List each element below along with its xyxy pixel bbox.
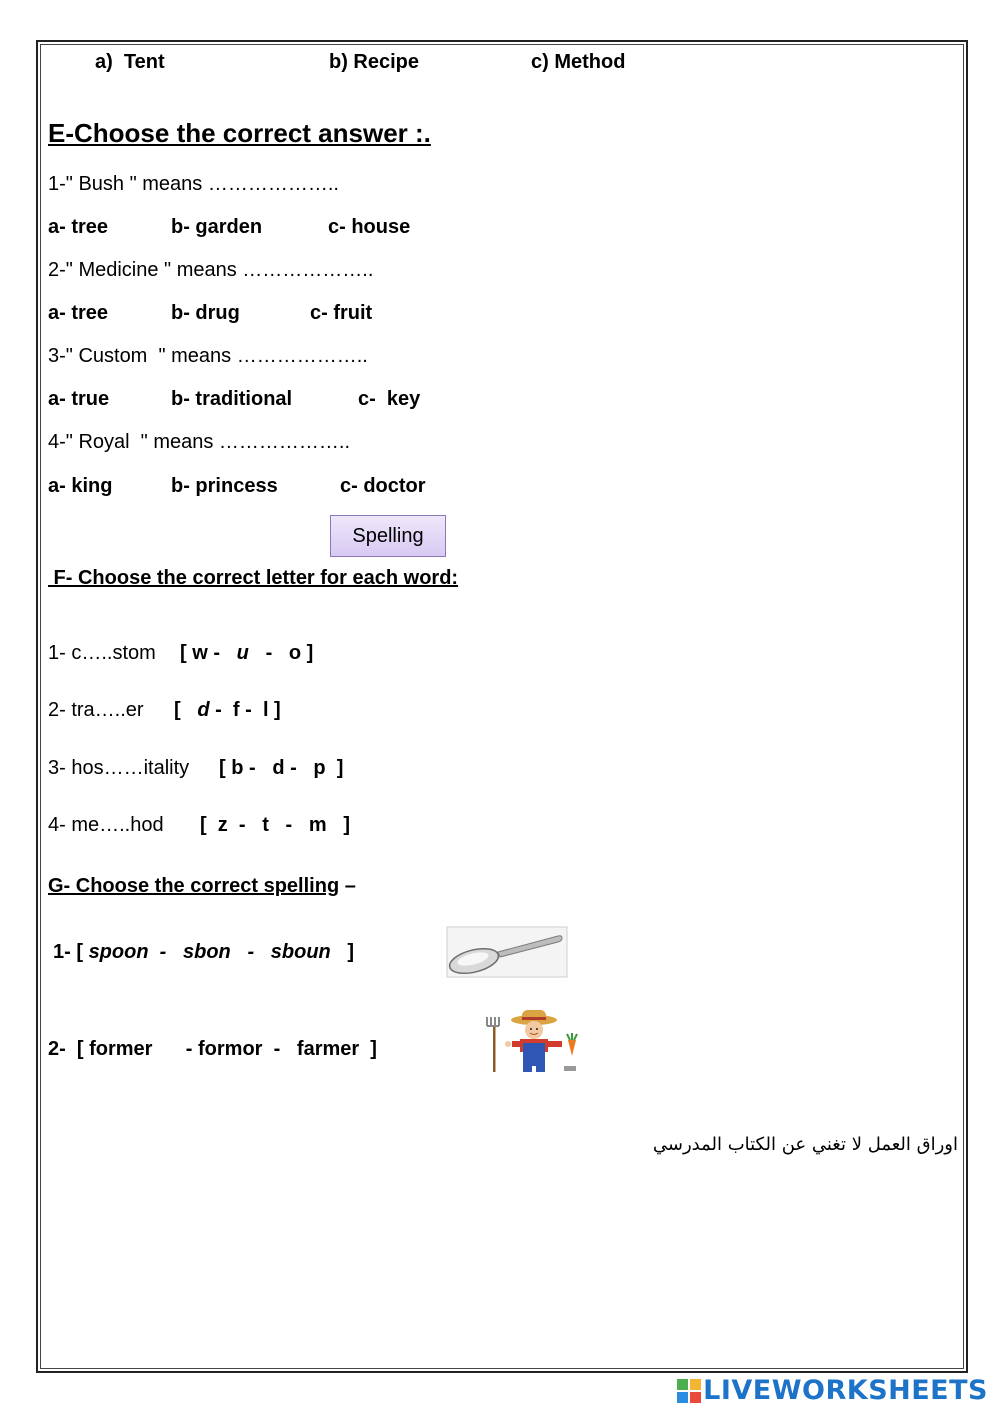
spoon-image [446,926,568,978]
question-3-option-a: a- true [48,388,110,410]
letter-item-2-choices: [ d - f - l ] [174,699,281,721]
letter-item-4-word: 4- me…..hod [48,814,164,836]
logo-icon [677,1379,701,1403]
letter-item-3-word: 3- hos……itality [48,757,190,779]
liveworksheets-logo [677,1375,988,1406]
question-1-option-b: b- garden [171,216,263,238]
letter-item-2-word: 2- tra…..er [48,699,144,721]
question-4-option-a: a- king [48,475,113,497]
farmer-image [484,1008,586,1072]
question-1: 1-" Bush " means ……………….. [48,173,339,195]
letter-item-1-choices: [ w - u - o ] [180,642,314,664]
question-2-option-a: a- tree [48,302,109,324]
letter-item-1-word: 1- c…..stom [48,642,156,664]
spelling-item-2: 2- [ former - formor - farmer ] [48,1038,377,1060]
question-4-option-b: b- princess [171,475,278,497]
question-2-option-c: c- fruit [310,302,373,324]
letter-item-4-choices: [ z - t - m ] [200,814,350,836]
letter-item-3-choices: [ b - d - p ] [219,757,344,779]
option-c: c) Method [531,51,626,73]
question-3: 3-" Custom " means ……………….. [48,345,368,367]
question-2: 2-" Medicine " means ……………….. [48,259,374,281]
footer-note: اوراق العمل لا تغني عن الكتاب المدرسي [652,1134,958,1155]
question-4: 4-" Royal " means ……………….. [48,431,351,453]
option-a: a) Tent [95,51,165,73]
spelling-item-1: 1- [ spoon - sbon - sboun ] [53,941,355,963]
logo-text: LIVEWORKSHEETS [703,1375,988,1406]
question-3-option-c: c- key [358,388,421,410]
spelling-label-text: Spelling [352,524,424,547]
question-4-option-c: c- doctor [340,475,426,497]
section-e-heading: E-Choose the correct answer :. [48,118,431,148]
section-f-heading: F- Choose the correct letter for each word: [48,567,459,589]
question-1-option-a: a- tree [48,216,109,238]
spelling-label [330,515,446,557]
question-1-option-c: c- house [328,216,411,238]
question-2-option-b: b- drug [171,302,240,324]
question-3-option-b: b- traditional [171,388,293,410]
option-b: b) Recipe [329,51,420,73]
section-g-heading: G- Choose the correct spelling – [48,875,356,897]
